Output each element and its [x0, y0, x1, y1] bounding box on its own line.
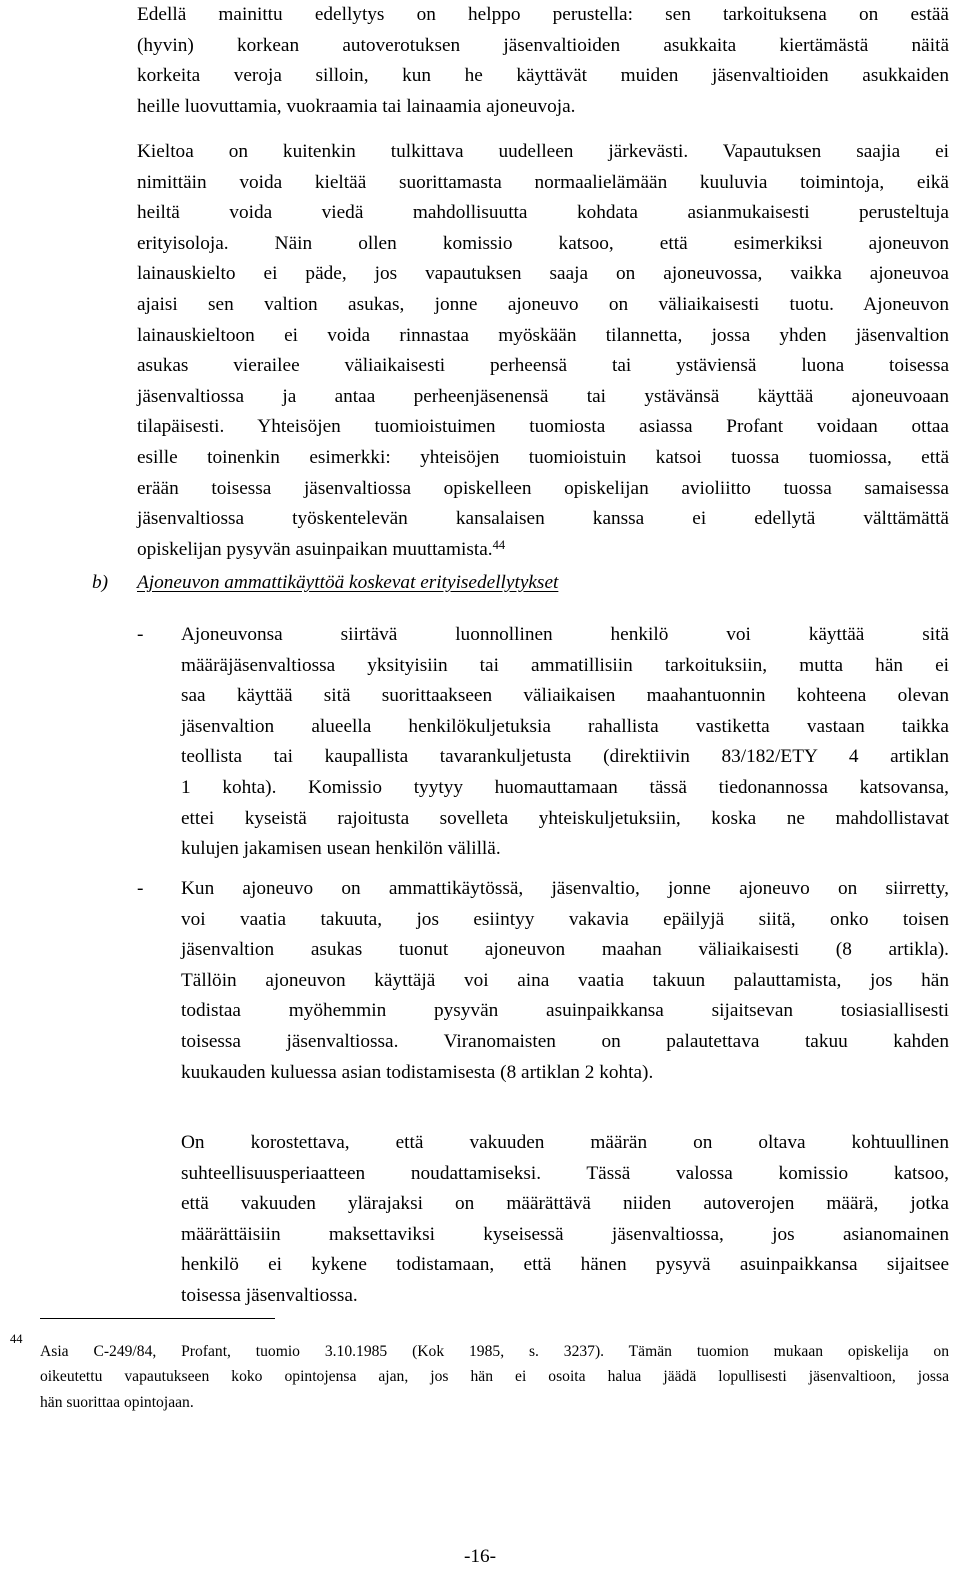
footnote-separator	[40, 1318, 275, 1319]
text-line: ajaisi sen valtion asukas, jonne ajoneuvo on väliaikaisesti tuotu. Ajoneuvon	[137, 293, 949, 315]
text-line: heille luovuttamia, vuokraamia tai lainaamia ajoneuvoja.	[137, 95, 576, 117]
text-line: Asia C-249/84, Profant, tuomio 3.10.1985 (Kok 1985, s. 3237). Tämän tuomion mukaan opiskelija on	[40, 1343, 949, 1360]
text-line: asukas vierailee väliaikaisesti perheensä tai ystäviensä luona toisessa	[137, 355, 949, 377]
section-heading	[92, 568, 558, 599]
text-line: jäsenvaltion alueella henkilökuljetuksia rahallista vastiketta vastaan taikka	[181, 715, 949, 737]
footnote-reference[interactable]: 44	[492, 537, 506, 552]
footnote-text	[40, 1339, 949, 1415]
text-line: erityisoloja. Näin ollen komissio katsoo, että esimerkiksi ajoneuvon	[137, 232, 949, 254]
page-number: -16-	[463, 1546, 497, 1567]
text-line: voi vaatia takuuta, jos esiintyy vakavia epäilyjä siitä, onko toisen	[181, 908, 949, 930]
text-line: saa käyttää sitä suorittaakseen väliaikaisen maahantuonnin kohteena olevan	[181, 685, 949, 707]
text-line: hän suorittaa opintojaan.	[40, 1393, 194, 1411]
text-line: jäsenvaltiossa työskentelevän kansalaisen kanssa ei edellytä välttämättä	[137, 508, 949, 530]
list-item	[181, 874, 949, 1088]
text-line: (hyvin) korkean autoverotuksen jäsenvaltioiden asukkaita kiertämästä näitä	[137, 34, 949, 56]
text-line: teollista tai kaupallista tavarankuljetusta (direktiivin 83/182/ETY 4 artiklan	[181, 746, 949, 768]
paragraph-2	[137, 137, 949, 565]
text-line: kulujen jakamisen usean henkilön välillä.	[181, 838, 501, 860]
text-line: toisessa jäsenvaltiossa.	[181, 1284, 358, 1306]
list-bullet: -	[137, 878, 144, 899]
text-line: lainauskielto ei päde, jos vapautuksen saaja on ajoneuvossa, vaikka ajoneuvoa	[137, 263, 949, 285]
text-line: määrättäisiin maksettaviksi kyseisessä jäsenvaltiossa, jos asianomainen	[181, 1223, 949, 1245]
text-line: jäsenvaltiossa ja antaa perheenjäsenensä tai ystävänsä käyttää ajoneuvoaan	[137, 385, 949, 407]
text-line-with-footnote	[137, 535, 949, 566]
footnote-number: 44	[10, 1332, 23, 1346]
text-line: toisessa jäsenvaltiossa. Viranomaisten on palautettava takuu kahden	[181, 1030, 949, 1052]
text-line: erään toisessa jäsenvaltiossa opiskelleen opiskelijan avioliitto tuossa samaisessa	[137, 477, 949, 499]
text-line: henkilö ei kykene todistamaan, että hänen pysyvä asuinpaikkansa sijaitsee	[181, 1254, 949, 1276]
text-line: oikeutettu vapautukseen koko opintojensa ajan, jos hän ei osoita halua jäädä lopullisesti jäsenvaltioon, jossa	[40, 1368, 949, 1386]
text-line: nimittäin voida kieltää suorittamasta normaalielämään kuuluvia toimintoja, eikä	[137, 171, 949, 193]
text-line: todistaa myöhemmin pysyvän asuinpaikkansa sijaitsevan tosiasiallisesti	[181, 1000, 949, 1022]
text-line: esille toinenkin esimerkki: yhteisöjen tuomioistuin katsoi tuossa tuomiossa, että	[137, 446, 949, 468]
text-line: että vakuuden ylärajaksi on määrättävä niiden autoverojen määrä, jotka	[181, 1193, 949, 1215]
text-line: ettei kyseistä rajoitusta sovelleta yhteiskuljetuksiin, koska ne mahdollistavat	[181, 807, 949, 829]
list-bullet: -	[137, 624, 144, 645]
text-line: heiltä voida viedä mahdollisuutta kohdata asianmukaisesti perusteltuja	[137, 202, 949, 224]
list-item	[181, 620, 949, 865]
text-line: Tällöin ajoneuvon käyttäjä voi aina vaatia takuun palauttamista, jos hän	[181, 969, 949, 991]
text-line: Edellä mainittu edellytys on helppo perustella: sen tarkoituksena on estää	[137, 4, 949, 25]
text-line: kuukauden kuluessa asian todistamisesta (8 artiklan 2 kohta).	[181, 1061, 654, 1083]
text-line: Kun ajoneuvo on ammattikäytössä, jäsenvaltio, jonne ajoneuvo on siirretty,	[181, 878, 949, 899]
text-line: Kieltoa on kuitenkin tulkittava uudelleen järkevästi. Vapautuksen saajia ei	[137, 141, 949, 162]
text-line: määräjäsenvaltiossa yksityisiin tai ammatillisiin tarkoituksiin, mutta hän ei	[181, 654, 949, 676]
paragraph-3	[181, 1128, 949, 1312]
text-line: tilapäisesti. Yhteisöjen tuomioistuimen tuomiosta asiassa Profant voidaan ottaa	[137, 416, 949, 438]
text-line: 1 kohta). Komissio tyytyy huomauttamaan tässä tiedonannossa katsovansa,	[181, 776, 949, 798]
text-line: lainauskieltoon ei voida rinnastaa myöskään tilannetta, jossa yhden jäsenvaltion	[137, 324, 949, 346]
text-line: jäsenvaltion asukas tuonut ajoneuvon maahan väliaikaisesti (8 artikla).	[181, 939, 949, 961]
section-label: b)	[92, 572, 109, 593]
text-line: Ajoneuvonsa siirtävä luonnollinen henkilö voi käyttää sitä	[181, 624, 949, 645]
paragraph-1	[137, 0, 949, 122]
text-line: opiskelijan pysyvän asuinpaikan muuttamista.	[137, 538, 493, 560]
text-line: suhteellisuusperiaatteen noudattamiseksi. Tässä valossa komissio katsoo,	[181, 1162, 949, 1184]
text-line: korkeita veroja silloin, kun he käyttävät muiden jäsenvaltioiden asukkaiden	[137, 65, 949, 87]
section-title: Ajoneuvon ammattikäyttöä koskevat erityisedellytykset	[137, 572, 559, 593]
text-line: On korostettava, että vakuuden määrän on oltava kohtuullinen	[181, 1132, 949, 1153]
